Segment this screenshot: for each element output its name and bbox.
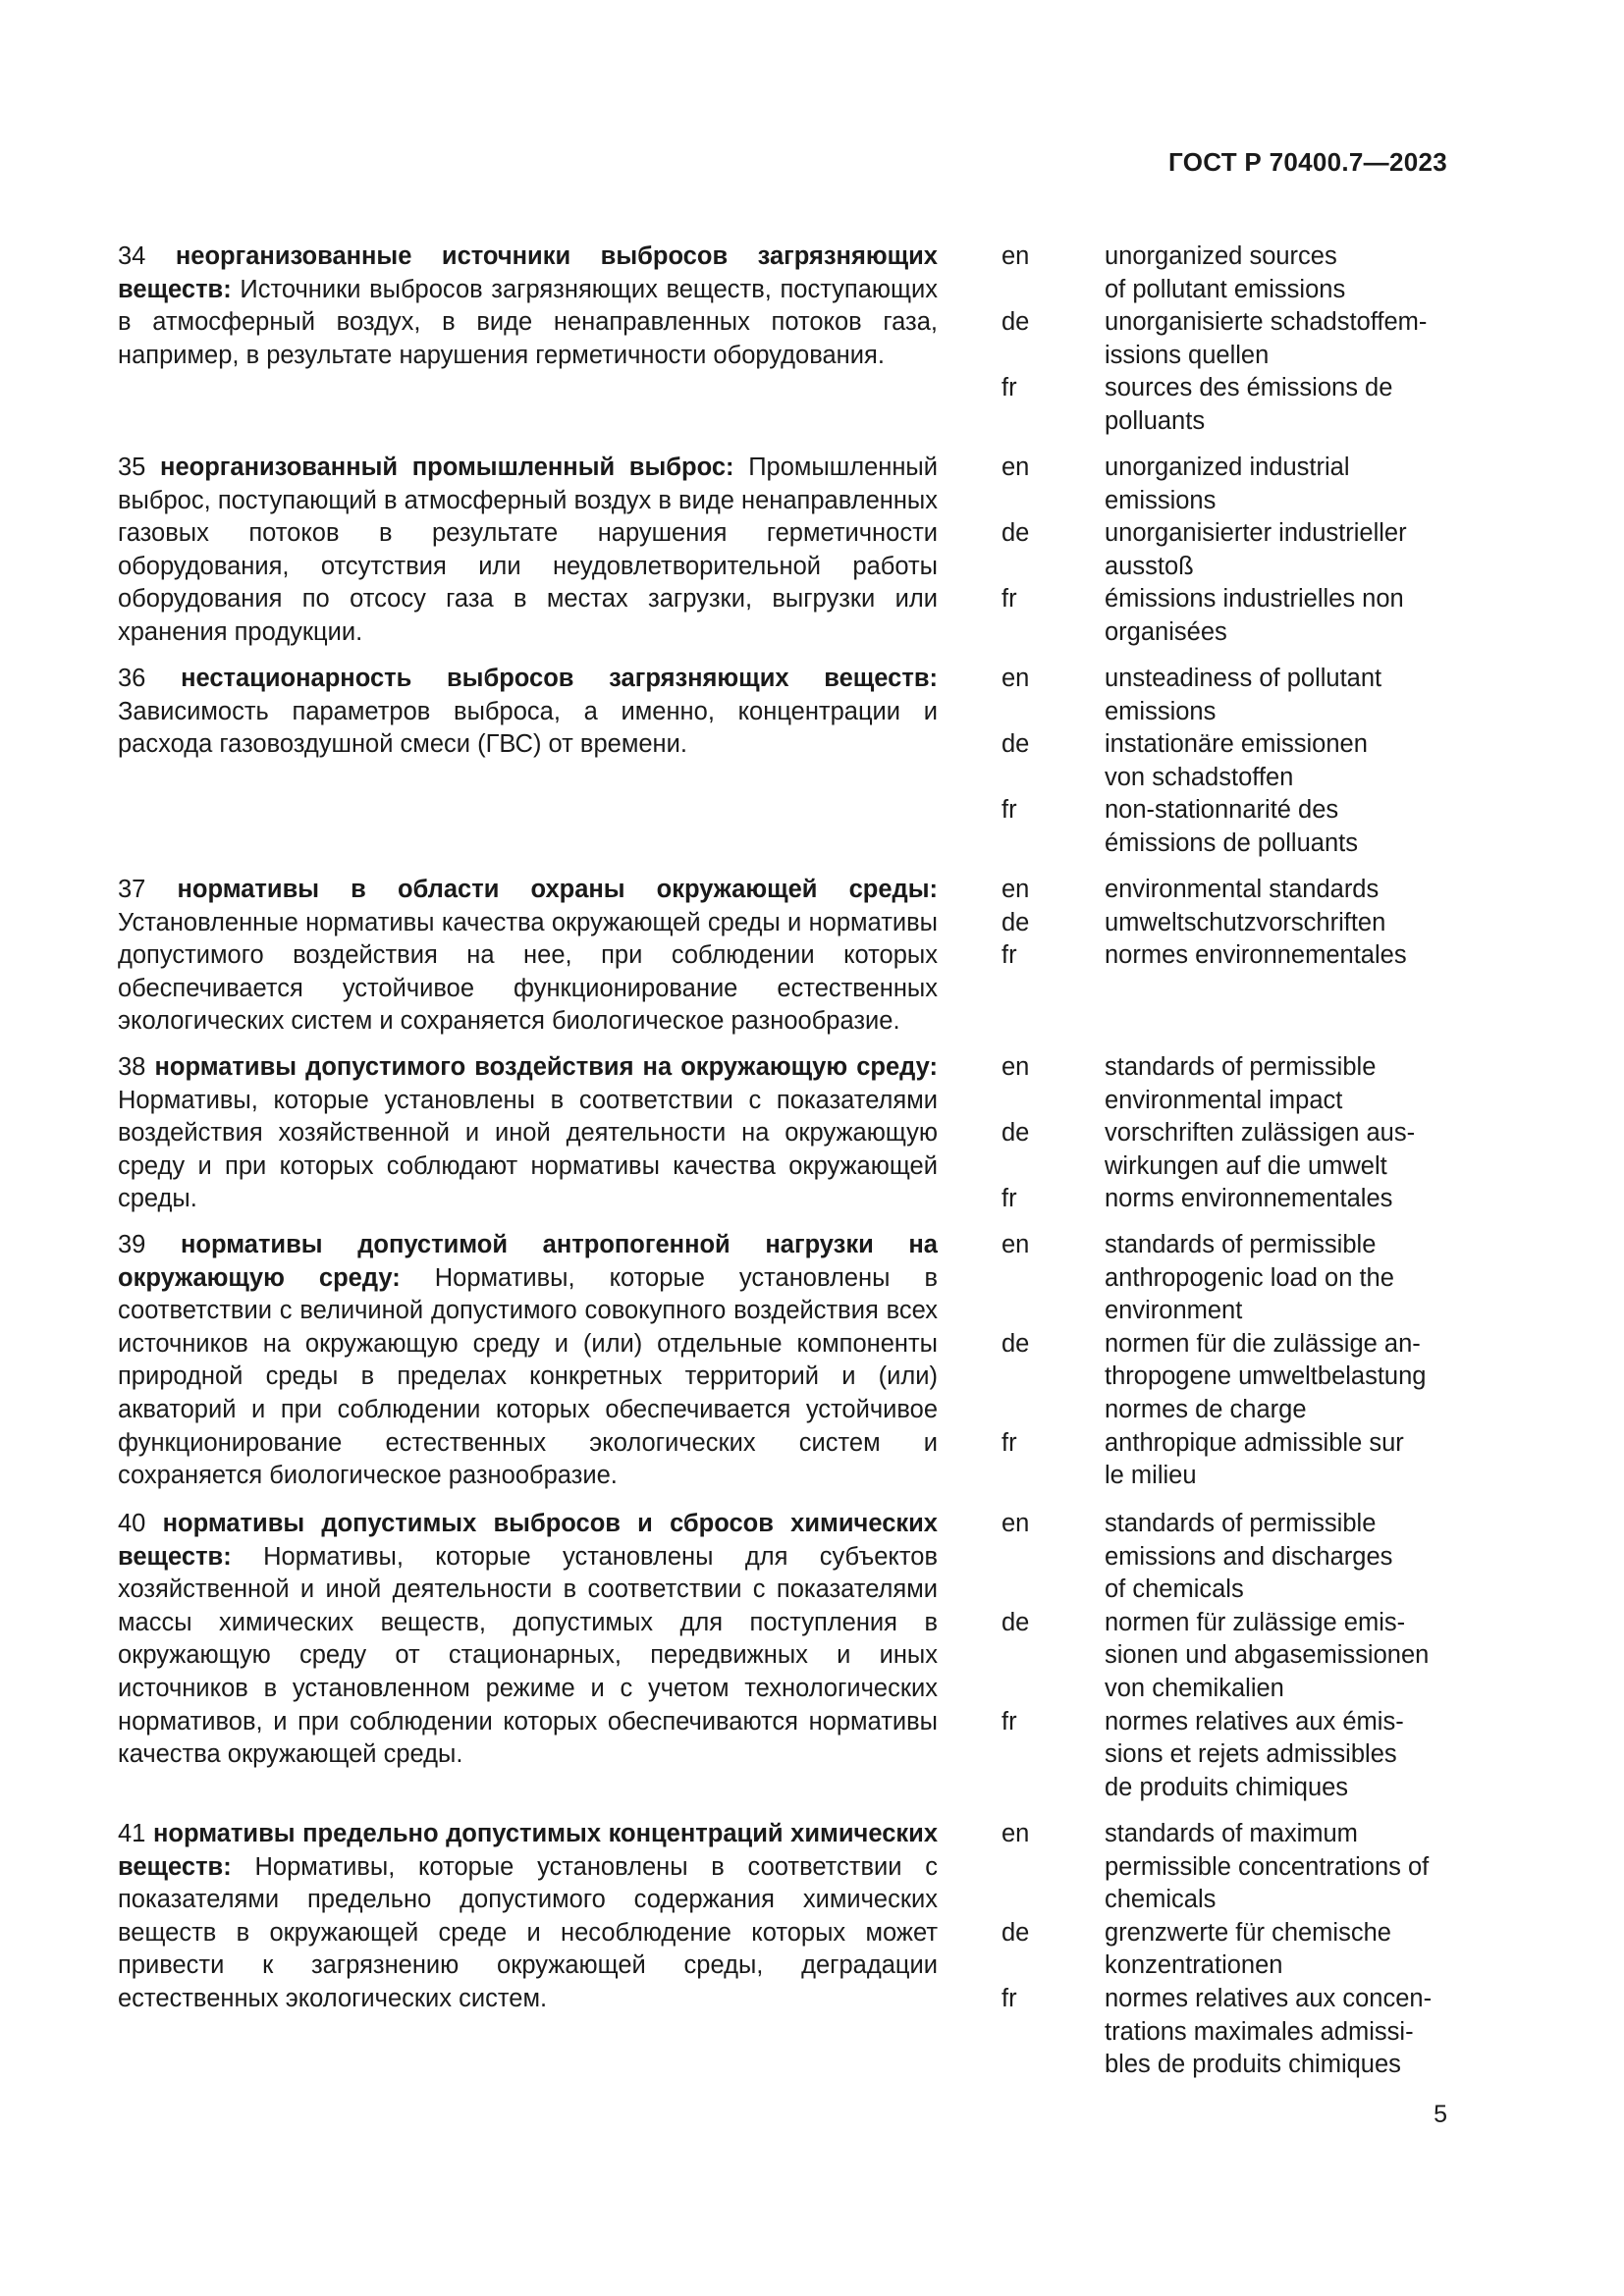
lang-code: en <box>1001 1510 1030 1537</box>
term-definition <box>118 240 938 372</box>
lang-code: de <box>1001 1119 1030 1148</box>
lang-code: fr <box>1001 1185 1017 1213</box>
term-name: неорганизованные источники выбросов загрязняющих веществ: <box>118 242 938 303</box>
equivalent-text: unorganisierte schadstoffem- issions quellen <box>1105 308 1428 369</box>
equivalent-de <box>1001 728 1463 794</box>
lang-code: de <box>1001 1329 1030 1358</box>
equivalent-en <box>1001 240 1463 306</box>
lang-code: de <box>1001 519 1030 548</box>
lang-code: en <box>1001 1053 1030 1081</box>
equivalent-fr <box>1001 372 1463 438</box>
term-definition-text: Нормативы, которые установлены для субъектов хозяйственной и иной деятельности в соответствии с показателями массы химических веществ, допустимых для поступления в окружающую среду от стационарных, передвижных и иных источников в установленном режиме и с учетом технологических нормативов, и при соблюдении которых обеспечиваются нормативы качества окружающей среды. <box>118 1542 938 1769</box>
lang-code: de <box>1001 908 1030 936</box>
lang-code: en <box>1001 454 1030 481</box>
term-name: нормативы допустимого воздействия на окружающую среду: <box>154 1053 938 1081</box>
term-name: нестационарность выбросов загрязняющих веществ: <box>181 665 938 692</box>
lang-code: fr <box>1001 1428 1017 1457</box>
equivalent-text: grenzwerte für chemische konzentrationen <box>1105 1918 1391 1980</box>
term-equivalents <box>1001 240 1463 439</box>
equivalent-en <box>1001 663 1463 728</box>
equivalent-text: sources des émissions de polluants <box>1105 374 1393 435</box>
term-number: 37 <box>118 876 146 903</box>
term-definition <box>118 1051 938 1216</box>
lang-code: fr <box>1001 796 1017 825</box>
equivalent-de <box>1001 1117 1463 1183</box>
equivalent-text: vorschriften zulässigen aus- wirkungen auf die umwelt <box>1105 1119 1416 1180</box>
equivalent-text: normes environnementales <box>1105 941 1407 970</box>
term-definition-text: Источники выбросов загрязняющих веществ, поступающих в атмосферный воздух, в виде ненаправленных потоков газа, например, в результате нарушения герметичности оборудования. <box>118 275 938 369</box>
equivalent-fr <box>1001 939 1463 973</box>
equivalent-de <box>1001 1328 1463 1427</box>
equivalent-de <box>1001 1917 1463 1983</box>
equivalent-text: non-stationnarité des émissions de polluants <box>1105 796 1358 857</box>
term-number: 41 <box>118 1820 146 1847</box>
equivalent-de <box>1001 517 1463 583</box>
equivalent-text: unorganized sources of pollutant emissions <box>1105 242 1346 303</box>
equivalent-text: standards of permissible emissions and discharges of chemicals <box>1105 1510 1393 1604</box>
lang-code: en <box>1001 1231 1030 1258</box>
lang-code: de <box>1001 1608 1030 1636</box>
lang-code: fr <box>1001 585 1017 614</box>
term-definition <box>118 874 938 1039</box>
equivalent-en <box>1001 1229 1463 1328</box>
lang-code: en <box>1001 665 1030 692</box>
lang-code: fr <box>1001 941 1017 970</box>
equivalent-text: environmental standards <box>1105 876 1380 903</box>
term-definition <box>118 1508 938 1772</box>
equivalent-text: unorganisierter industrieller ausstoß <box>1105 519 1407 580</box>
term-equivalents <box>1001 1051 1463 1216</box>
term-definition-text: Зависимость параметров выброса, а именно, концентрации и расхода газовоздушной смеси (ГВС) от времени. <box>118 697 938 759</box>
equivalent-text: normen für die zulässige an- thropogene umweltbelastung normes de charge <box>1105 1329 1427 1423</box>
term-name: неорганизованный промышленный выброс: <box>160 454 734 481</box>
lang-code: fr <box>1001 1984 1017 2012</box>
lang-code: en <box>1001 1820 1030 1847</box>
equivalent-en <box>1001 874 1463 907</box>
term-definition <box>118 1818 938 2016</box>
lang-code: fr <box>1001 374 1017 402</box>
lang-code: de <box>1001 308 1030 337</box>
term-name: нормативы допустимой антропогенной нагрузки на окружающую среду: <box>118 1231 938 1292</box>
equivalent-fr <box>1001 794 1463 860</box>
equivalent-fr <box>1001 1706 1463 1805</box>
equivalent-text: normes relatives aux émis- sions et rejets admissibles de produits chimiques <box>1105 1707 1404 1801</box>
equivalent-fr <box>1001 1183 1463 1216</box>
term-definition <box>118 1229 938 1493</box>
equivalent-text: umweltschutzvorschriften <box>1105 908 1386 936</box>
equivalent-text: normes relatives aux concen- trations maximales admissi- bles de produits chimiques <box>1105 1984 1433 2079</box>
equivalent-en <box>1001 1508 1463 1607</box>
term-definition-text: Нормативы, которые установлены в соответствии с показателями предельно допустимого содержания химических веществ в окружающей среде и несоблюдение которых может привести к загрязнению окружающей среды, деградации естественных экологических систем. <box>118 1852 938 2012</box>
equivalent-text: instationäre emissionen von schadstoffen <box>1105 730 1368 791</box>
term-name: нормативы допустимых выбросов и сбросов химических веществ: <box>118 1510 938 1571</box>
equivalent-fr <box>1001 1983 1463 2082</box>
term-equivalents <box>1001 1508 1463 1804</box>
term-definition-text: Установленные нормативы качества окружающей среды и нормативы допустимого воздействия на нее, при соблюдении которых обеспечивается устойчивое функционирование естественных экологических систем и сохраняется биологическое разнообразие. <box>118 908 938 1036</box>
term-number: 39 <box>118 1231 146 1258</box>
term-equivalents <box>1001 663 1463 861</box>
page-number: 5 <box>1434 2101 1447 2128</box>
term-number: 36 <box>118 665 146 692</box>
term-definition-text: Нормативы, которые установлены в соответствии с величиной допустимого совокупного воздействия всех источников на окружающую среду и (или) отдельные компоненты природной среды в пределах конкретных территорий и (или) акваторий и при соблюдении которых обеспечивается устойчивое функционирование естественных экологических систем и сохраняется биологическое разнообразие. <box>118 1263 938 1490</box>
term-number: 35 <box>118 454 146 481</box>
equivalent-de <box>1001 907 1463 940</box>
equivalent-text: unsteadiness of pollutant emissions <box>1105 665 1382 725</box>
lang-code: de <box>1001 730 1030 759</box>
equivalent-text: émissions industrielles non organisées <box>1105 585 1404 646</box>
term-name: нормативы предельно допустимых концентраций химических веществ: <box>118 1820 938 1881</box>
equivalent-en <box>1001 452 1463 517</box>
term-equivalents <box>1001 874 1463 973</box>
equivalent-text: norms environnementales <box>1105 1185 1393 1213</box>
term-definition <box>118 663 938 762</box>
equivalent-text: anthropique admissible sur le milieu <box>1105 1428 1404 1490</box>
term-number: 34 <box>118 242 146 270</box>
term-number: 40 <box>118 1510 146 1537</box>
term-name: нормативы в области охраны окружающей среды: <box>177 876 938 903</box>
term-equivalents <box>1001 1229 1463 1493</box>
equivalent-en <box>1001 1818 1463 1917</box>
term-equivalents <box>1001 1818 1463 2082</box>
lang-code: en <box>1001 242 1030 270</box>
lang-code: fr <box>1001 1707 1017 1735</box>
term-number: 38 <box>118 1053 146 1081</box>
equivalent-text: normen für zulässige emis- sionen und abgasemissionen von chemikalien <box>1105 1608 1430 1702</box>
equivalent-en <box>1001 1051 1463 1117</box>
equivalent-de <box>1001 1607 1463 1706</box>
term-equivalents <box>1001 452 1463 650</box>
equivalent-text: standards of maximum permissible concentrations of chemicals <box>1105 1820 1430 1914</box>
equivalent-fr <box>1001 583 1463 649</box>
term-definition-text: Промышленный выброс, поступающий в атмосферный воздух в виде ненаправленных газовых потоков в результате нарушения герметичности оборудования, отсутствия или неудовлетворительной работы оборудования по отсосу газа в местах загрузки, выгрузки или хранения продукции. <box>118 454 938 646</box>
lang-code: de <box>1001 1918 1030 1947</box>
equivalent-text: standards of permissible anthropogenic load on the environment <box>1105 1231 1394 1325</box>
term-definition-text: Нормативы, которые установлены в соответствии с показателями воздействия хозяйственной и иной деятельности на окружающую среду и при которых соблюдают нормативы качества окружающей среды. <box>118 1086 938 1213</box>
equivalent-fr <box>1001 1427 1463 1493</box>
term-definition <box>118 452 938 650</box>
equivalent-de <box>1001 306 1463 372</box>
lang-code: en <box>1001 876 1030 903</box>
document-code: ГОСТ Р 70400.7—2023 <box>1168 147 1447 177</box>
equivalent-text: unorganized industrial emissions <box>1105 454 1350 514</box>
equivalent-text: standards of permissible environmental impact <box>1105 1053 1377 1114</box>
